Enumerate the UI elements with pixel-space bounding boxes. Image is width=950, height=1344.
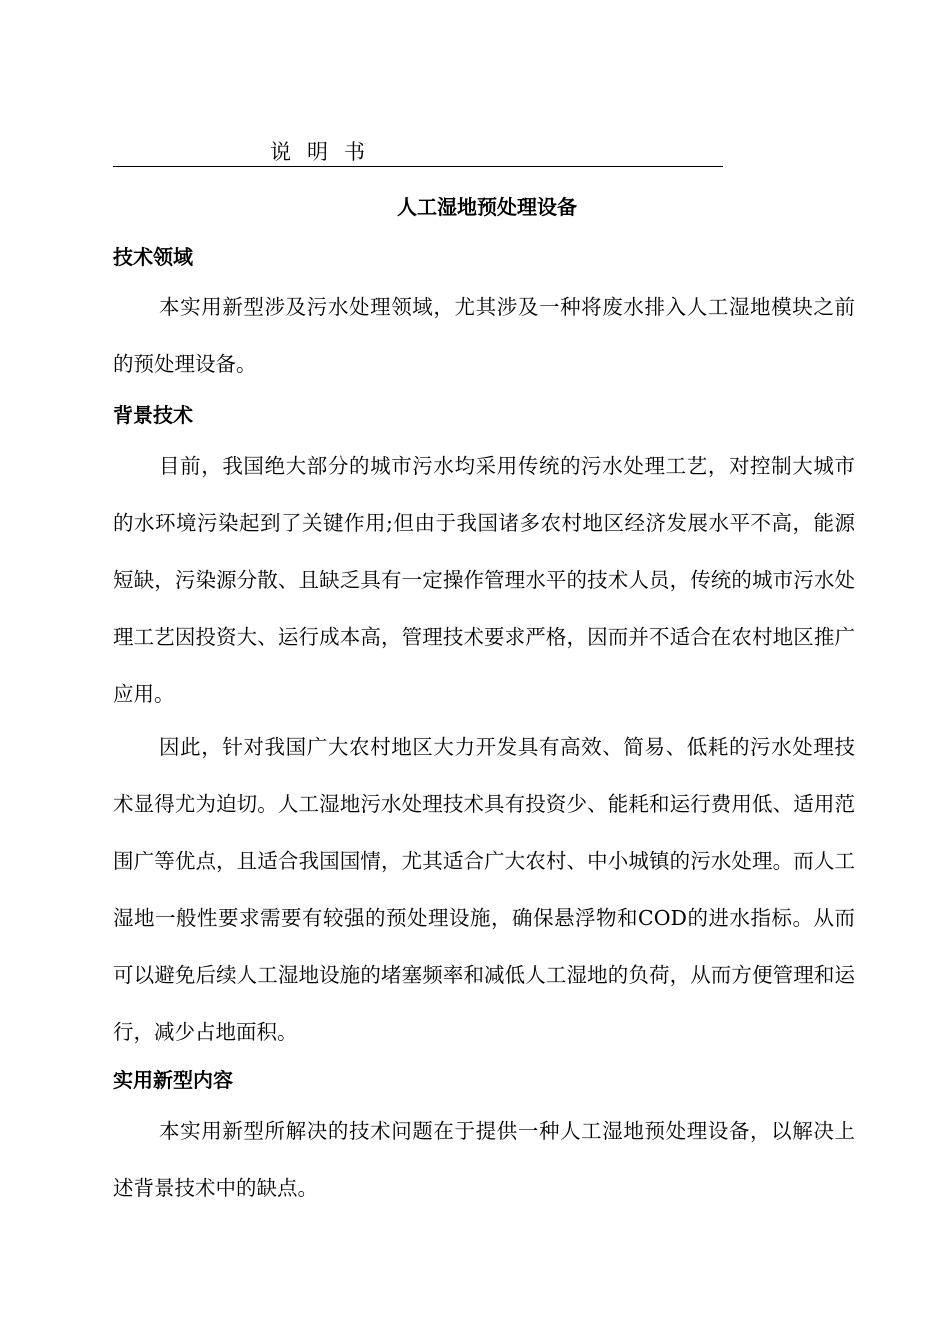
paragraph-background-1: 目前，我国绝大部分的城市污水均采用传统的污水处理工艺，对控制大城市的水环境污染起到了关键作用;但由于我国诸多农村地区经济发展水平不高，能源短缺，污染源分散、且缺乏具有一定操作管理水平的技术人员，传统的城市污水处理工艺因投资大、运行成本高，管理技术要求严格，因而并不适合在农村地区推广应用。 (113, 454, 855, 706)
document-title: 人工湿地预处理设备 (397, 195, 577, 219)
document-header (113, 138, 723, 167)
section-heading-technical-field: 技术领域 (113, 245, 193, 269)
paragraph-utility-content: 本实用新型所解决的技术问题在于提供一种人工湿地预处理设备，以解决上述背景技术中的缺点。 (113, 1119, 855, 1200)
document-header-label: 说明书 (270, 140, 381, 164)
paragraph-technical-field: 本实用新型涉及污水处理领域，尤其涉及一种将废水排入人工湿地模块之前的预处理设备。 (113, 295, 855, 376)
section-heading-utility-content: 实用新型内容 (113, 1068, 233, 1092)
paragraph-background-2: 因此，针对我国广大农村地区大力开发具有高效、简易、低耗的污水处理技术显得尤为迫切。人工湿地污水处理技术具有投资少、能耗和运行费用低、适用范围广等优点，且适合我国国情，尤其适合广大农村、中小城镇的污水处理。而人工湿地一般性要求需要有较强的预处理设施，确保悬浮物和COD的进水指标。从而可以避免后续人工湿地设施的堵塞频率和减低人工湿地的负荷，从而方便管理和运行，减少占地面积。 (113, 735, 855, 1044)
section-heading-background: 背景技术 (113, 403, 193, 427)
